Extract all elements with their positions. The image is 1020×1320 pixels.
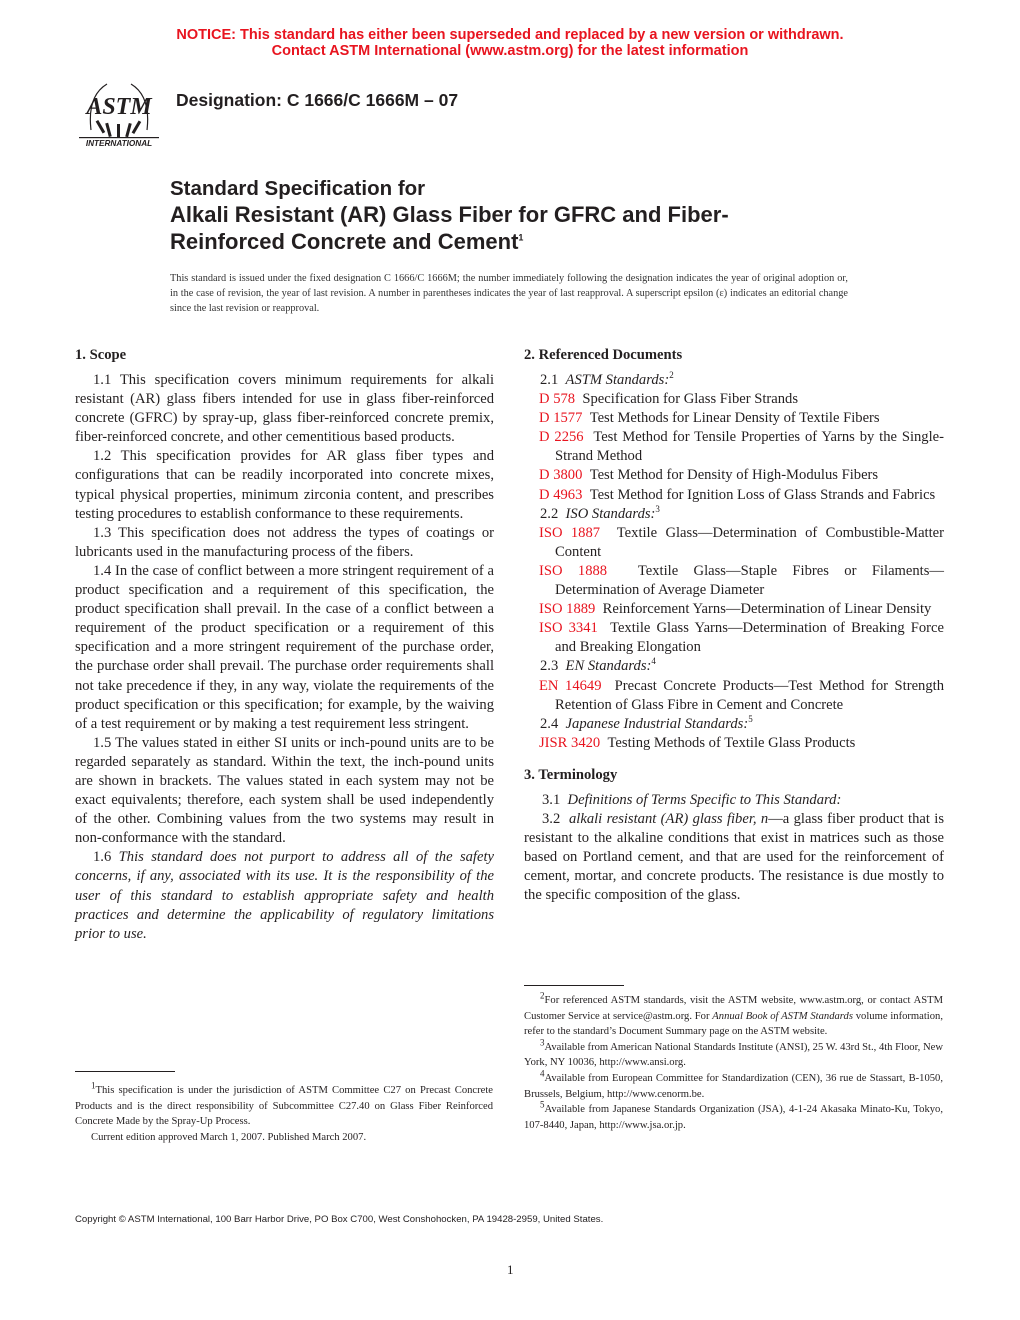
scope-heading: 1. Scope	[75, 347, 127, 363]
right-column	[524, 346, 944, 905]
en-ref-title: Precast Concrete Products—Test Method for Strength Retention of Glass Fibre in Cement and Concrete	[555, 677, 944, 713]
astm-ref-item	[524, 428, 944, 466]
iso-ref-item	[524, 562, 944, 600]
fn3: $^3$Available from American National Standards Institute (ANSI), 25 W. 43rd St., 4th Floor, New York, NY 10036, http://www.ansi.org.	[524, 1037, 943, 1069]
page-number: 1	[507, 1262, 514, 1277]
iso-ref-title: Reinforcement Yarns—Determination of Linear Density	[602, 601, 932, 618]
title-line-2: Alkali Resistant (AR) Glass Fiber for GFRC and Fiber-	[170, 202, 729, 227]
fn4: $^4$Available from European Committee for Standardization (CEN), 36 rue de Stassart, B-1050, Brussels, Belgium, http://www.cenorm.be.	[524, 1068, 943, 1100]
title-line-1: Standard Specification for	[170, 177, 426, 200]
iso-standards-label: 2.2 ISO Standards:$^3$	[540, 503, 660, 522]
scope-1-4: 1.4 In the case of conflict between a more stringent requirement of a product specification and a requirement of this specification, the product specification shall prevail. In the case of a conflict between a requirement of the product specification or a requirement of this specification and a more stringent requirement of the purchase order, the purchase order shall prevail. The purchase order requirements shall not take precedence if they, in any way, violate the requirements of the product specification or this specification; for example, by the waiving of a test requirement or by making a test requirement less stringent.	[75, 562, 494, 732]
terminology-3-1: 3.1 Definitions of Terms Specific to This Standard:	[542, 791, 842, 808]
footnotes-right	[524, 990, 943, 1133]
scope-1-6	[75, 848, 494, 943]
scope-1-6-text: This standard does not purport to address all of the safety concerns, if any, associated with its use. It is the responsibility of the user of this standard to establish appropriate safety and health practices and determine the applicability of regulatory limitations prior to use.	[75, 849, 494, 942]
astm-ref-title: Test Method for Density of High-Modulus Fibers	[589, 467, 879, 484]
iso-ref-code-link[interactable]: ISO 1888	[539, 562, 608, 579]
iso-ref-title: Textile Glass—Staple Fibres or Filaments—Determination of Average Diameter	[555, 562, 944, 599]
jis-standards-label: 2.4 Japanese Industrial Standards:$^5$	[540, 713, 753, 732]
scope-1-1: 1.1 This specification covers minimum requirements for alkali resistant (AR) glass fibers intended for use in glass fiber-reinforced concrete (GFRC) by spray-up, glass fiber-reinforced concrete premix, fiber-reinforced concrete, and other cementitious based products.	[75, 372, 494, 446]
jis-ref-code-link[interactable]: JISR 3420	[539, 734, 601, 751]
astm-logo	[77, 76, 161, 148]
iso-ref-code-link[interactable]: ISO 1887	[539, 524, 601, 541]
fn1-edition: Current edition approved March 1, 2007. Published March 2007.	[91, 1131, 367, 1143]
astm-ref-item	[524, 486, 944, 505]
iso-ref-title: Textile Glass—Determination of Combustible-Matter Content	[555, 524, 944, 560]
iso-ref-item	[524, 600, 944, 619]
astm-ref-item	[524, 390, 944, 409]
notice-line-1: NOTICE: This standard has either been superseded and replaced by a new version or withdrawn.	[176, 27, 844, 43]
left-column	[75, 346, 494, 944]
iso-ref-code-link[interactable]: ISO 3341	[539, 620, 598, 637]
astm-ref-code-link[interactable]: D 3800	[539, 467, 583, 484]
fn2: $^2$For referenced ASTM standards, visit the ASTM website, www.astm.org, or contact ASTM Customer Service at service@astm.org. For Annual Book of ASTM Standards volume information, refer to the standard’s Document Summary page on the ASTM website.	[524, 990, 943, 1038]
logo-subtext: INTERNATIONAL	[85, 139, 153, 148]
notice-line-2: Contact ASTM International (www.astm.org) for the latest information	[271, 43, 749, 59]
scope-1-2: 1.2 This specification provides for AR glass fiber types and configurations that can be readily incorporated into concrete mixes, typical physical properties, minimum zirconia content, and prescribes testing procedures to establish conformance to these requirements.	[75, 448, 494, 522]
scope-1-6-num: 1.6	[93, 849, 112, 866]
astm-ref-item	[524, 466, 944, 485]
refdocs-heading: 2. Referenced Documents	[524, 347, 683, 363]
en-standards-label: 2.3 EN Standards:$^4$	[540, 656, 656, 675]
document-title	[170, 176, 729, 255]
terminology-heading: 3. Terminology	[524, 766, 618, 783]
logo-text: ASTM	[86, 94, 152, 120]
fn1-num: 1	[91, 1080, 96, 1091]
en-ref-item	[524, 677, 944, 715]
jis-ref-item	[524, 734, 944, 753]
footnote-rule-left	[75, 1071, 175, 1072]
astm-standards-list	[524, 390, 944, 505]
iso-ref-item	[524, 524, 944, 562]
footnote-left	[75, 1080, 493, 1145]
astm-ref-title: Test Methods for Linear Density of Textile Fibers	[589, 410, 880, 427]
en-ref-code-link[interactable]: EN 14649	[539, 677, 602, 694]
astm-ref-code-link[interactable]: D 578	[539, 391, 576, 408]
en-standards-list	[524, 677, 944, 715]
title-footnote-mark: 1	[518, 232, 524, 243]
scope-1-5: 1.5 The values stated in either SI units or inch-pound units are to be regarded separately as standard. Within the text, the inch-pound units are shown in brackets. The values stated in each system may not be exact equivalents; therefore, each system shall be used independently of the other. Combining values from the two systems may result in non-conformance with the standard.	[75, 734, 494, 847]
astm-ref-title: Test Method for Tensile Properties of Yarns by the Single-Strand Method	[555, 429, 944, 465]
astm-standards-label: 2.1 ASTM Standards:$^2$	[540, 370, 674, 388]
astm-ref-title: Test Method for Ignition Loss of Glass Strands and Fabrics	[589, 486, 936, 503]
iso-ref-code-link[interactable]: ISO 1889	[539, 601, 596, 618]
jis-standards-list	[524, 734, 944, 753]
footnote-rule-right	[524, 985, 624, 986]
copyright: Copyright © ASTM International, 100 Barr Harbor Drive, PO Box C700, West Conshohocken, PA 19428-2959, United States.	[75, 1214, 604, 1225]
astm-ref-code-link[interactable]: D 4963	[539, 486, 583, 503]
scope-1-3: 1.3 This specification does not address the types of coatings or lubricants used in the manufacturing process of the fibers.	[75, 524, 494, 560]
title-line-3: Reinforced Concrete and Cement	[170, 229, 519, 254]
astm-ref-code-link[interactable]: D 1577	[539, 410, 583, 427]
fn5: $^5$Available from Japanese Standards Organization (JSA), 4-1-24 Akasaka Minato-Ku, Tokyo, 107-8440, Japan, http://www.jsa.or.jp.	[524, 1099, 943, 1131]
iso-standards-list	[524, 524, 944, 658]
fn1-text: This specification is under the jurisdiction of ASTM Committee C27 on Precast Concrete Products and is the direct responsibility of Subcommittee C27.40 on Glass Fiber Reinforced Concrete Made by the Spray-Up Process.	[75, 1085, 493, 1128]
iso-ref-item	[524, 619, 944, 657]
terminology-3-2: 3.2 alkali resistant (AR) glass fiber, n—a glass fiber product that is resistant to the alkaline conditions that exist in matrices such as those based on Portland cement, and that are used for the reinforcement of cement, mortar, and concrete products. The resistance is due mostly to the specific composition of the glass.	[524, 810, 945, 904]
astm-ref-item	[524, 409, 944, 428]
designation: Designation: C 1666/C 1666M – 07	[176, 90, 459, 110]
iso-ref-title: Textile Glass Yarns—Determination of Breaking Force and Breaking Elongation	[555, 620, 944, 656]
astm-ref-code-link[interactable]: D 2256	[539, 429, 584, 446]
astm-ref-title: Specification for Glass Fiber Strands	[582, 391, 799, 408]
jis-ref-title: Testing Methods of Textile Glass Products	[607, 734, 856, 751]
preamble: This standard is issued under the fixed designation C 1666/C 1666M; the number immediately following the designation indicates the year of original adoption or, in the case of revision, the year of last revision. A number in parentheses indicates the year of last reapproval. A superscript epsilon (ε) indicates an editorial change since the last revision or reapproval.	[170, 273, 848, 314]
